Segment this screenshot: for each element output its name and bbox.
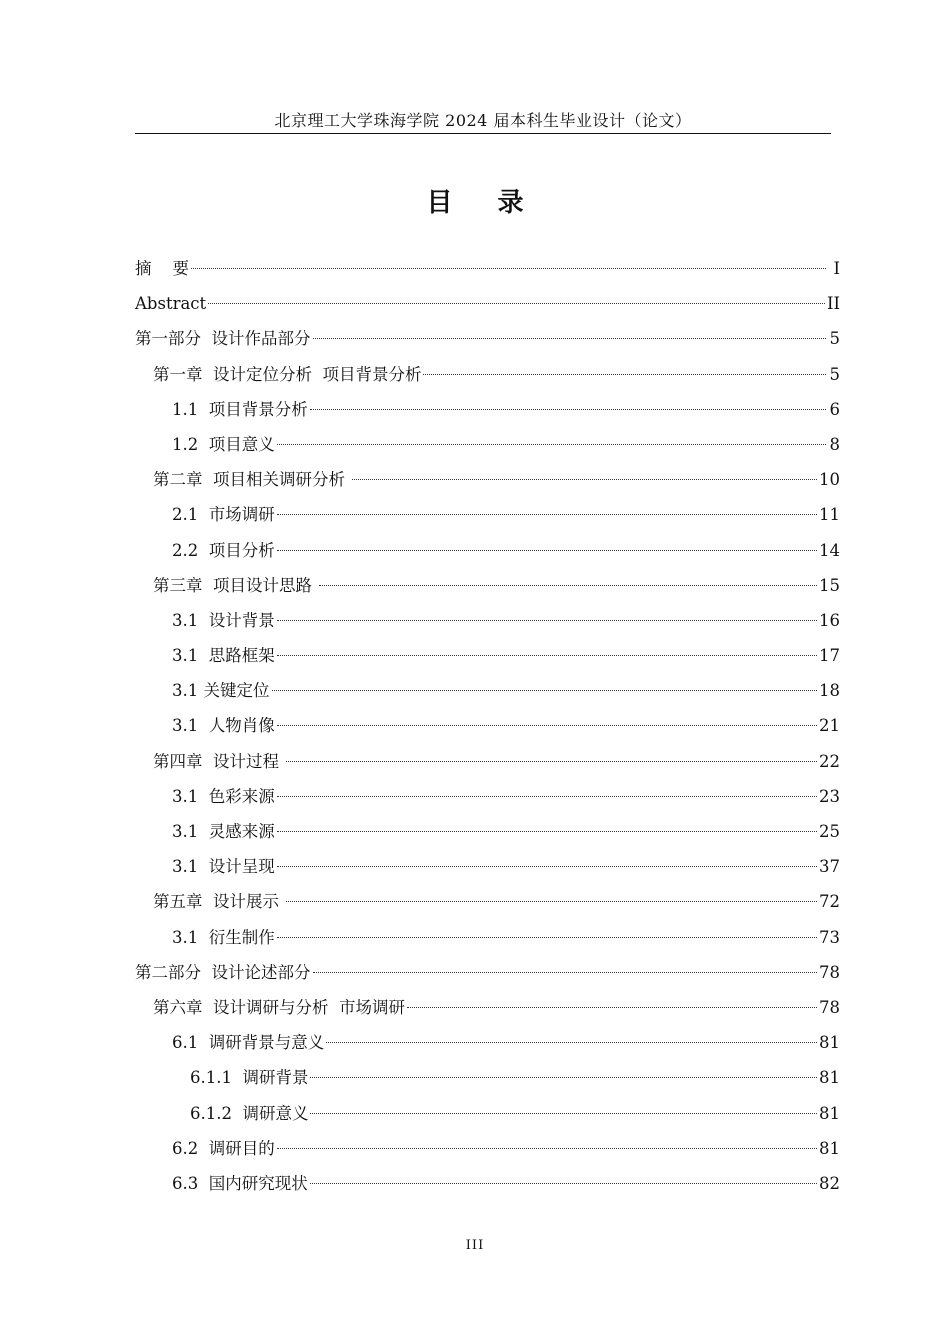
table-of-contents xyxy=(135,253,840,1203)
toc-entry[interactable] xyxy=(135,886,840,921)
toc-entry-page: 23 xyxy=(819,786,840,806)
toc-entry[interactable] xyxy=(135,1027,840,1062)
toc-entry-label: 2.1 市场调研 xyxy=(172,505,275,525)
toc-dot-leader xyxy=(272,690,818,691)
toc-entry-label: 第二章 项目相关调研分析 xyxy=(153,470,351,490)
toc-entry-label: 3.1 思路框架 xyxy=(172,646,275,666)
toc-entry-label: 第一章 设计定位分析 项目背景分析 xyxy=(153,364,422,384)
toc-dot-leader xyxy=(310,1113,817,1114)
toc-entry[interactable] xyxy=(135,394,840,429)
toc-dot-leader xyxy=(191,268,826,269)
toc-entry-page: 11 xyxy=(819,505,840,525)
toc-entry-page: 25 xyxy=(819,822,840,841)
toc-entry-page: 10 xyxy=(819,470,840,490)
toc-entry[interactable] xyxy=(135,570,840,605)
toc-dot-leader xyxy=(310,1077,817,1078)
toc-dot-leader xyxy=(286,901,817,902)
toc-entry-page: 5 xyxy=(829,329,840,349)
toc-dot-leader xyxy=(277,444,826,445)
toc-entry-label: 6.1.2 调研意义 xyxy=(190,1103,309,1123)
toc-dot-leader xyxy=(277,937,817,938)
toc-entry-label: 6.3 国内研究现状 xyxy=(172,1173,308,1193)
toc-entry-page: 81 xyxy=(819,1033,840,1053)
toc-dot-leader xyxy=(208,303,825,304)
page-number: III xyxy=(465,1238,485,1253)
toc-entry[interactable] xyxy=(135,781,840,816)
toc-entry-label: 第一部分 设计作品部分 xyxy=(135,329,311,349)
toc-entry-page: 14 xyxy=(819,540,840,560)
toc-entry-page: 81 xyxy=(819,1103,840,1123)
toc-entry-page: 17 xyxy=(819,646,840,666)
toc-dot-leader xyxy=(313,338,827,339)
toc-entry[interactable] xyxy=(135,1062,840,1097)
toc-entry[interactable] xyxy=(135,851,840,886)
toc-entry-page: 81 xyxy=(819,1138,840,1158)
toc-entry[interactable] xyxy=(135,253,840,288)
toc-dot-leader xyxy=(277,620,817,621)
toc-entry-label: 第二部分 设计论述部分 xyxy=(135,962,311,982)
toc-dot-leader xyxy=(423,374,826,375)
toc-dot-leader xyxy=(326,1042,817,1043)
toc-entry[interactable] xyxy=(135,1098,840,1133)
toc-entry-label: 3.1 灵感来源 xyxy=(172,822,275,841)
toc-entry-label: 2.2 项目分析 xyxy=(172,540,275,560)
toc-entry-page: 6 xyxy=(829,399,840,419)
toc-dot-leader xyxy=(277,831,817,832)
toc-entry[interactable] xyxy=(135,323,840,358)
toc-entry-page: 78 xyxy=(819,997,840,1017)
toc-dot-leader xyxy=(319,585,817,586)
toc-entry[interactable] xyxy=(135,1168,840,1203)
toc-entry-page: 82 xyxy=(819,1173,840,1193)
toc-entry-label: 6.1.1 调研背景 xyxy=(190,1068,309,1088)
toc-dot-leader xyxy=(277,655,817,656)
toc-entry-page: 16 xyxy=(819,610,840,630)
toc-dot-leader xyxy=(277,796,817,797)
toc-entry[interactable] xyxy=(135,746,840,781)
toc-entry[interactable] xyxy=(135,464,840,499)
toc-dot-leader xyxy=(277,550,817,551)
toc-entry[interactable] xyxy=(135,535,840,570)
toc-entry-label: 1.1 项目背景分析 xyxy=(172,399,308,419)
toc-entry[interactable] xyxy=(135,359,840,394)
page-title: 目 录 xyxy=(426,188,542,218)
toc-dot-leader xyxy=(313,972,818,973)
toc-entry-page: 73 xyxy=(819,927,840,947)
toc-dot-leader xyxy=(277,514,817,515)
toc-entry[interactable] xyxy=(135,957,840,992)
toc-entry[interactable] xyxy=(135,675,840,710)
toc-entry[interactable] xyxy=(135,288,840,323)
toc-entry-page: 21 xyxy=(819,716,840,736)
toc-dot-leader xyxy=(277,866,817,867)
toc-entry-label: 3.1 色彩来源 xyxy=(172,786,275,806)
toc-dot-leader xyxy=(277,725,817,726)
header-divider xyxy=(135,133,831,134)
toc-dot-leader xyxy=(352,479,817,480)
toc-entry-label: 6.1 调研背景与意义 xyxy=(172,1033,325,1053)
toc-entry-page: I xyxy=(833,259,840,278)
toc-entry[interactable] xyxy=(135,1133,840,1168)
toc-entry-label: 3.1 人物肖像 xyxy=(172,716,275,736)
toc-entry-page: 37 xyxy=(819,857,840,877)
toc-entry-label: 第六章 设计调研与分析 市场调研 xyxy=(153,997,405,1017)
toc-entry[interactable] xyxy=(135,816,840,851)
toc-entry-page: II xyxy=(826,294,840,314)
toc-entry-page: 5 xyxy=(829,364,840,384)
toc-entry-page: 81 xyxy=(819,1068,840,1088)
toc-entry-page: 8 xyxy=(829,434,840,454)
toc-entry[interactable] xyxy=(135,429,840,464)
toc-dot-leader xyxy=(277,1148,817,1149)
running-header: 北京理工大学珠海学院 2024 届本科生毕业设计（论文） xyxy=(274,111,692,130)
toc-dot-leader xyxy=(310,1183,817,1184)
toc-entry-label: Abstract xyxy=(135,294,207,314)
toc-dot-leader xyxy=(407,1007,817,1008)
toc-entry[interactable] xyxy=(135,992,840,1027)
toc-entry-label: 第三章 项目设计思路 xyxy=(153,575,318,595)
toc-entry-label: 第四章 设计过程 xyxy=(153,751,285,771)
toc-dot-leader xyxy=(310,409,826,410)
toc-entry-label: 3.1 设计背景 xyxy=(172,610,275,630)
toc-entry[interactable] xyxy=(135,922,840,957)
toc-entry-label: 3.1 设计呈现 xyxy=(172,857,275,877)
toc-entry-page: 78 xyxy=(819,962,840,982)
toc-entry-label: 第五章 设计展示 xyxy=(153,892,285,912)
toc-entry[interactable] xyxy=(135,499,840,534)
toc-entry[interactable] xyxy=(135,605,840,640)
toc-entry-page: 72 xyxy=(819,892,840,912)
toc-entry-label: 6.2 调研目的 xyxy=(172,1138,275,1158)
toc-entry-label: 1.2 项目意义 xyxy=(172,434,275,454)
toc-entry-label: 3.1 衍生制作 xyxy=(172,927,275,947)
toc-entry-label: 摘 要 xyxy=(135,259,189,278)
toc-dot-leader xyxy=(286,761,817,762)
toc-entry[interactable] xyxy=(135,710,840,745)
toc-entry[interactable] xyxy=(135,640,840,675)
toc-entry-page: 22 xyxy=(819,751,840,771)
toc-entry-label: 3.1 关键定位 xyxy=(172,681,270,701)
toc-entry-page: 15 xyxy=(819,575,840,595)
toc-entry-page: 18 xyxy=(819,681,840,701)
